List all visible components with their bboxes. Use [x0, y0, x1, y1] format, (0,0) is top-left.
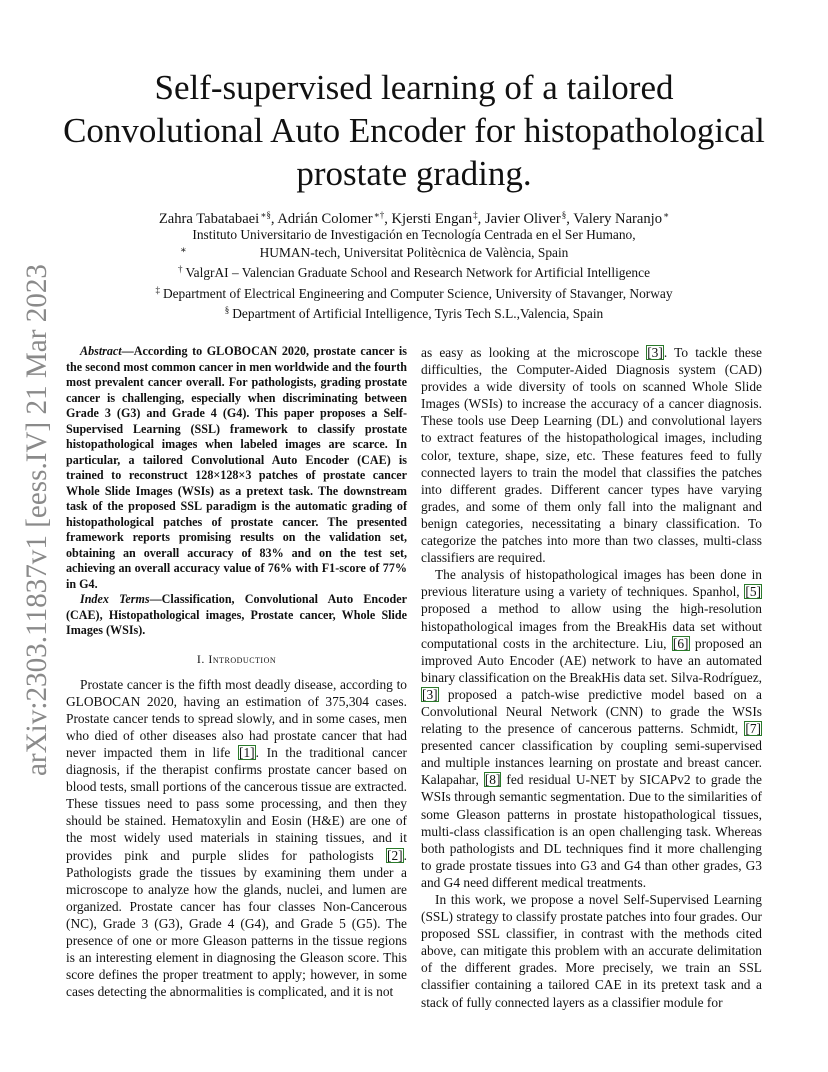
author-name: Javier Oliver: [484, 211, 561, 227]
affiliation-line: [80, 282, 748, 303]
intro-paragraph: [421, 566, 762, 891]
index-terms: [66, 592, 407, 639]
citation-link[interactable]: [3]: [647, 345, 663, 360]
abstract: [66, 344, 407, 592]
citation-link[interactable]: [1]: [239, 744, 255, 760]
paper-title: [60, 66, 768, 195]
citation-link[interactable]: [5]: [745, 584, 761, 600]
author-list: [80, 206, 748, 228]
paragraph-text: proposed an improved Auto Encoder (AE) network to have an automated binary classification on the BreakHis data set. Silva-Rodríguez,: [421, 635, 762, 685]
affiliation-line: [80, 302, 748, 323]
affiliation-line: [80, 244, 748, 262]
affiliation-mark: †: [177, 264, 183, 274]
author-separator: ,: [270, 211, 278, 227]
affiliation-mark: ∗: [180, 244, 187, 256]
author-name: Valery Naranjo: [573, 211, 663, 227]
paragraph-text: . To tackle these difficulties, the Computer-Aided Diagnosis system (CAD) provides a wide diversity of tools on scanned Whole Slide Images (WSIs) to increase the accuracy of a cancer diagnosis. These tools use Deep Learning (DL) and convolutional layers to extract features of the histopathological images, including color, texture, shape, size, etc. These features feed to fully connected layers to train the model that classifies the patches into different grades. Different cancer types have varying grades, and some of them only fall into the malignant and benign categories, necessitating a binary classification. To categorize the patches into more than two classes, multi-class classifiers are required.: [421, 345, 762, 566]
arxiv-side-identifier: [4, 260, 60, 780]
intro-paragraph: [421, 344, 762, 566]
affiliation-text: Department of Electrical Engineering and Computer Science, University of Stavanger, Norway: [162, 285, 673, 301]
author-name: Adrián Colomer: [277, 211, 373, 227]
index-terms-text: —Classification, Convolutional Auto Encoder (CAE), Histopathological images, Prostate cancer, Whole Slide Images (WSIs).: [66, 592, 407, 637]
author-name: Zahra Tabatabaei: [158, 211, 260, 227]
title-line-2: Convolutional Auto Encoder for histopathological: [63, 111, 765, 150]
title-line-3: prostate grading.: [296, 154, 532, 193]
author-separator: ,: [384, 211, 392, 227]
affiliation-line: [80, 261, 748, 282]
affiliation-line: Instituto Universitario de Investigación en Tecnología Centrada en el Ser Humano,: [192, 227, 636, 242]
paragraph-text: as easy as looking at the microscope: [421, 345, 647, 360]
paragraph-text: In this work, we propose a novel Self-Supervised Learning (SSL) strategy to classify prostate patches into four grades. Our proposed SSL classifier, in contrast with the methods cited above, can mitigate this problem with an accurate delimitation of the different grades. More precisely, we train an SSL classifier containing a tailored CAE in its pretext task and a stack of fully connected layers as a classifier module for: [421, 892, 762, 1010]
author-name: Kjersti Engan: [391, 211, 473, 227]
affiliation-mark: §: [224, 305, 230, 315]
left-column: [66, 344, 407, 1000]
affiliation-text: Department of Artificial Intelligence, Tyris Tech S.L.,Valencia, Spain: [232, 306, 604, 321]
citation-link[interactable]: [2]: [387, 847, 403, 863]
affiliation-text: ValgrAI – Valencian Graduate School and Research Network for Artificial Intelligence: [185, 265, 651, 280]
index-terms-heading: Index Terms: [80, 592, 150, 606]
section-heading: [66, 651, 407, 668]
author-mark: ‡: [473, 210, 478, 220]
arxiv-id-text: arXiv:2303.11837v1 [eess.IV] 21 Mar 2023: [20, 260, 53, 776]
affiliation-text: HUMAN-tech, Universitat Politècnica de València, Spain: [259, 244, 569, 260]
author-separator: ,: [566, 211, 574, 227]
citation-link[interactable]: [7]: [745, 721, 761, 737]
section-title: Introduction: [208, 651, 277, 666]
intro-paragraph: [421, 891, 762, 1011]
affiliation-mark: ‡: [155, 284, 160, 295]
paragraph-text: . In the traditional cancer diagnosis, if the therapist confirms prostate cancer based on blood tests, small portions of the cancerous tissue are extracted. These tissues need to pass some processing, and then they should be stained. Hematoxylin and Eosin (H&E) are one of the most widely used materials in staining tissues, and it provides pink and purple slides for pathologists: [66, 744, 407, 863]
paragraph-text: presented cancer classification by coupling semi-supervised and multiple instances learning on prostate and breast cancer. Kalapahar,: [421, 738, 762, 788]
author-mark: §: [561, 210, 567, 220]
author-separator: ,: [477, 211, 485, 227]
author-mark: ∗: [663, 210, 670, 220]
abstract-heading: Abstract: [80, 344, 122, 358]
paragraph-text: proposed a method to allow using the high-resolution histopathological images from the BreakHis data set without computational costs in the architecture. Liu,: [421, 601, 762, 651]
affiliations: [80, 226, 748, 323]
paragraph-text: . Pathologists grade the tissues by examining them under a microscope to analyze how the glands, nuclei, and lumen are organized. Prostate cancer has four classes Non-Cancerous (NC), Grade 3 (G3), Grade 4 (G4), and Grade 5 (G5). The presence of one or more Gleason patterns in the tissue regions is an interesting element in diagnosing the Gleason score. This score defines the proper treatment to apply; however, in some cases detecting the abnormalities is complicated, and it is not: [66, 847, 407, 1000]
author-mark: ∗†: [373, 210, 385, 220]
citation-link[interactable]: [6]: [672, 635, 689, 651]
section-number: I.: [196, 651, 205, 666]
author-mark: ∗§: [260, 210, 271, 220]
paragraph-text: proposed a patch-wise predictive model based on a Convolutional Neural Network (CNN) to grade the WSIs relating to the presence of cancerous patterns. Schmidt,: [421, 686, 762, 737]
citation-link[interactable]: [3]: [422, 686, 438, 702]
intro-paragraph: [66, 676, 407, 1001]
title-line-1: Self-supervised learning of a tailored: [154, 68, 674, 107]
paragraph-text: fed residual U-NET by SICAPv2 to grade the WSIs through semantic segmentation. Due to the similarities of some Gleason patterns in prostate histopathological tissues, multi-class classification is an open challenging task. Whereas both pathologists and DL techniques find it more challenging to grade prostate tissues into G3 and G4 than other grades, G3 and G4 need different medical treatments.: [421, 772, 762, 890]
citation-link[interactable]: [8]: [484, 772, 501, 788]
right-column: [421, 344, 762, 1011]
abstract-text: —According to GLOBOCAN 2020, prostate cancer is the second most common cancer in men worldwide and the fourth most prevalent cancer overall. For pathologists, grading prostate cancer is challenging, especially when discriminating between Grade 3 (G3) and Grade 4 (G4). This paper proposes a Self-Supervised Learning (SSL) framework to classify prostate histopathological images when labeled images are scarce. In particular, a tailored Convolutional Auto Encoder (CAE) is trained to reconstruct 128×128×3 patches of prostate cancer Whole Slide Images (WSIs) as a pretext task. The downstream task of the proposed SSL paradigm is the automatic grading of histopathological patches of prostate cancer. The presented framework reports promising results on the validation set, obtaining an overall accuracy of 83% and on the test set, achieving an overall accuracy value of 76% with F1-score of 77% in G4.: [66, 344, 407, 591]
paragraph-text: The analysis of histopathological images has been done in previous literature using a variety of techniques. Spanhol,: [421, 567, 762, 600]
paragraph-text: Prostate cancer is the fifth most deadly disease, according to GLOBOCAN 2020, having an estimation of 375,304 cases. Prostate cancer tends to spread slowly, and in some cases, men who died of other diseases also had prostate cancer that had never impacted them in life: [66, 676, 407, 760]
